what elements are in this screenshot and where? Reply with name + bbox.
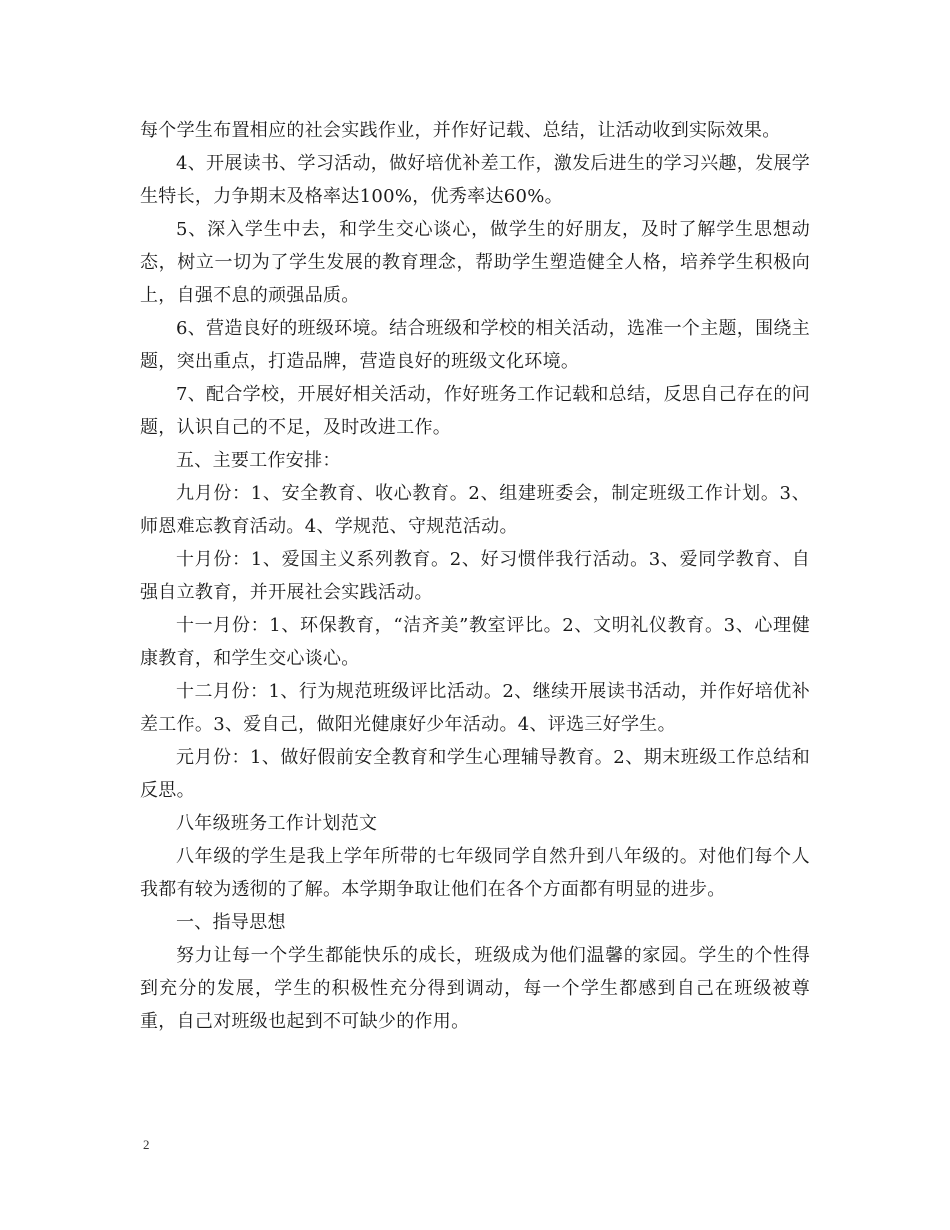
section-heading-work-arrangement: 五、主要工作安排： [176,450,341,471]
paragraph-intro: 八年级的学生是我上学年所带的七年级同学自然升到八年级的。对他们每个人我都有较为透彻的了解。本学期争取让他们在各个方面都有明显的进步。 [140,846,810,900]
paragraph-september: 九月份：1、安全教育、收心教育。2、组建班委会，制定班级工作计划。3、师恩难忘教育活动。4、学规范、守规范活动。 [140,483,810,537]
paragraph-item-7: 7、配合学校，开展好相关活动，作好班务工作记载和总结，反思自己存在的问题，认识自己的不足，及时改进工作。 [140,384,810,438]
paragraph-january: 元月份：1、做好假前安全教育和学生心理辅导教育。2、期末班级工作总结和反思。 [140,747,810,801]
paragraph-item-5: 5、深入学生中去，和学生交心谈心，做学生的好朋友，及时了解学生思想动态，树立一切为了学生发展的教育理念，帮助学生塑造健全人格，培养学生积极向上，自强不息的顽强品质。 [140,219,810,306]
paragraph-item-4: 4、开展读书、学习活动，做好培优补差工作，激发后进生的学习兴趣，发展学生特长，力争期末及格率达100%，优秀率达60%。 [140,153,810,207]
paragraph-december: 十二月份：1、行为规范班级评比活动。2、继续开展读书活动，并作好培优补差工作。3、爱自己，做阳光健康好少年活动。4、评选三好学生。 [140,681,810,735]
paragraph-october: 十月份：1、爱国主义系列教育。2、好习惯伴我行活动。3、爱同学教育、自强自立教育，并开展社会实践活动。 [140,549,810,603]
paragraph-item-6: 6、营造良好的班级环境。结合班级和学校的相关活动，选准一个主题，围绕主题，突出重点，打造品牌，营造良好的班级文化环境。 [140,318,810,372]
paragraph-guiding-ideology: 努力让每一个学生都能快乐的成长，班级成为他们温馨的家园。学生的个性得到充分的发展，学生的积极性充分得到调动，每一个学生都感到自己在班级被尊重，自己对班级也起到不可缺少的作用。 [140,945,810,1032]
document-title: 八年级班务工作计划范文 [176,813,378,834]
page-number: 2 [143,1137,150,1152]
body-text [140,114,810,1038]
paragraph-november: 十一月份：1、环保教育，“洁齐美”教室评比。2、文明礼仪教育。3、心理健康教育，和学生交心谈心。 [140,615,810,669]
section-heading-guiding-ideology: 一、指导思想 [176,912,286,933]
paragraph-continuation: 每个学生布置相应的社会实践作业，并作好记载、总结，让活动收到实际效果。 [140,120,781,141]
